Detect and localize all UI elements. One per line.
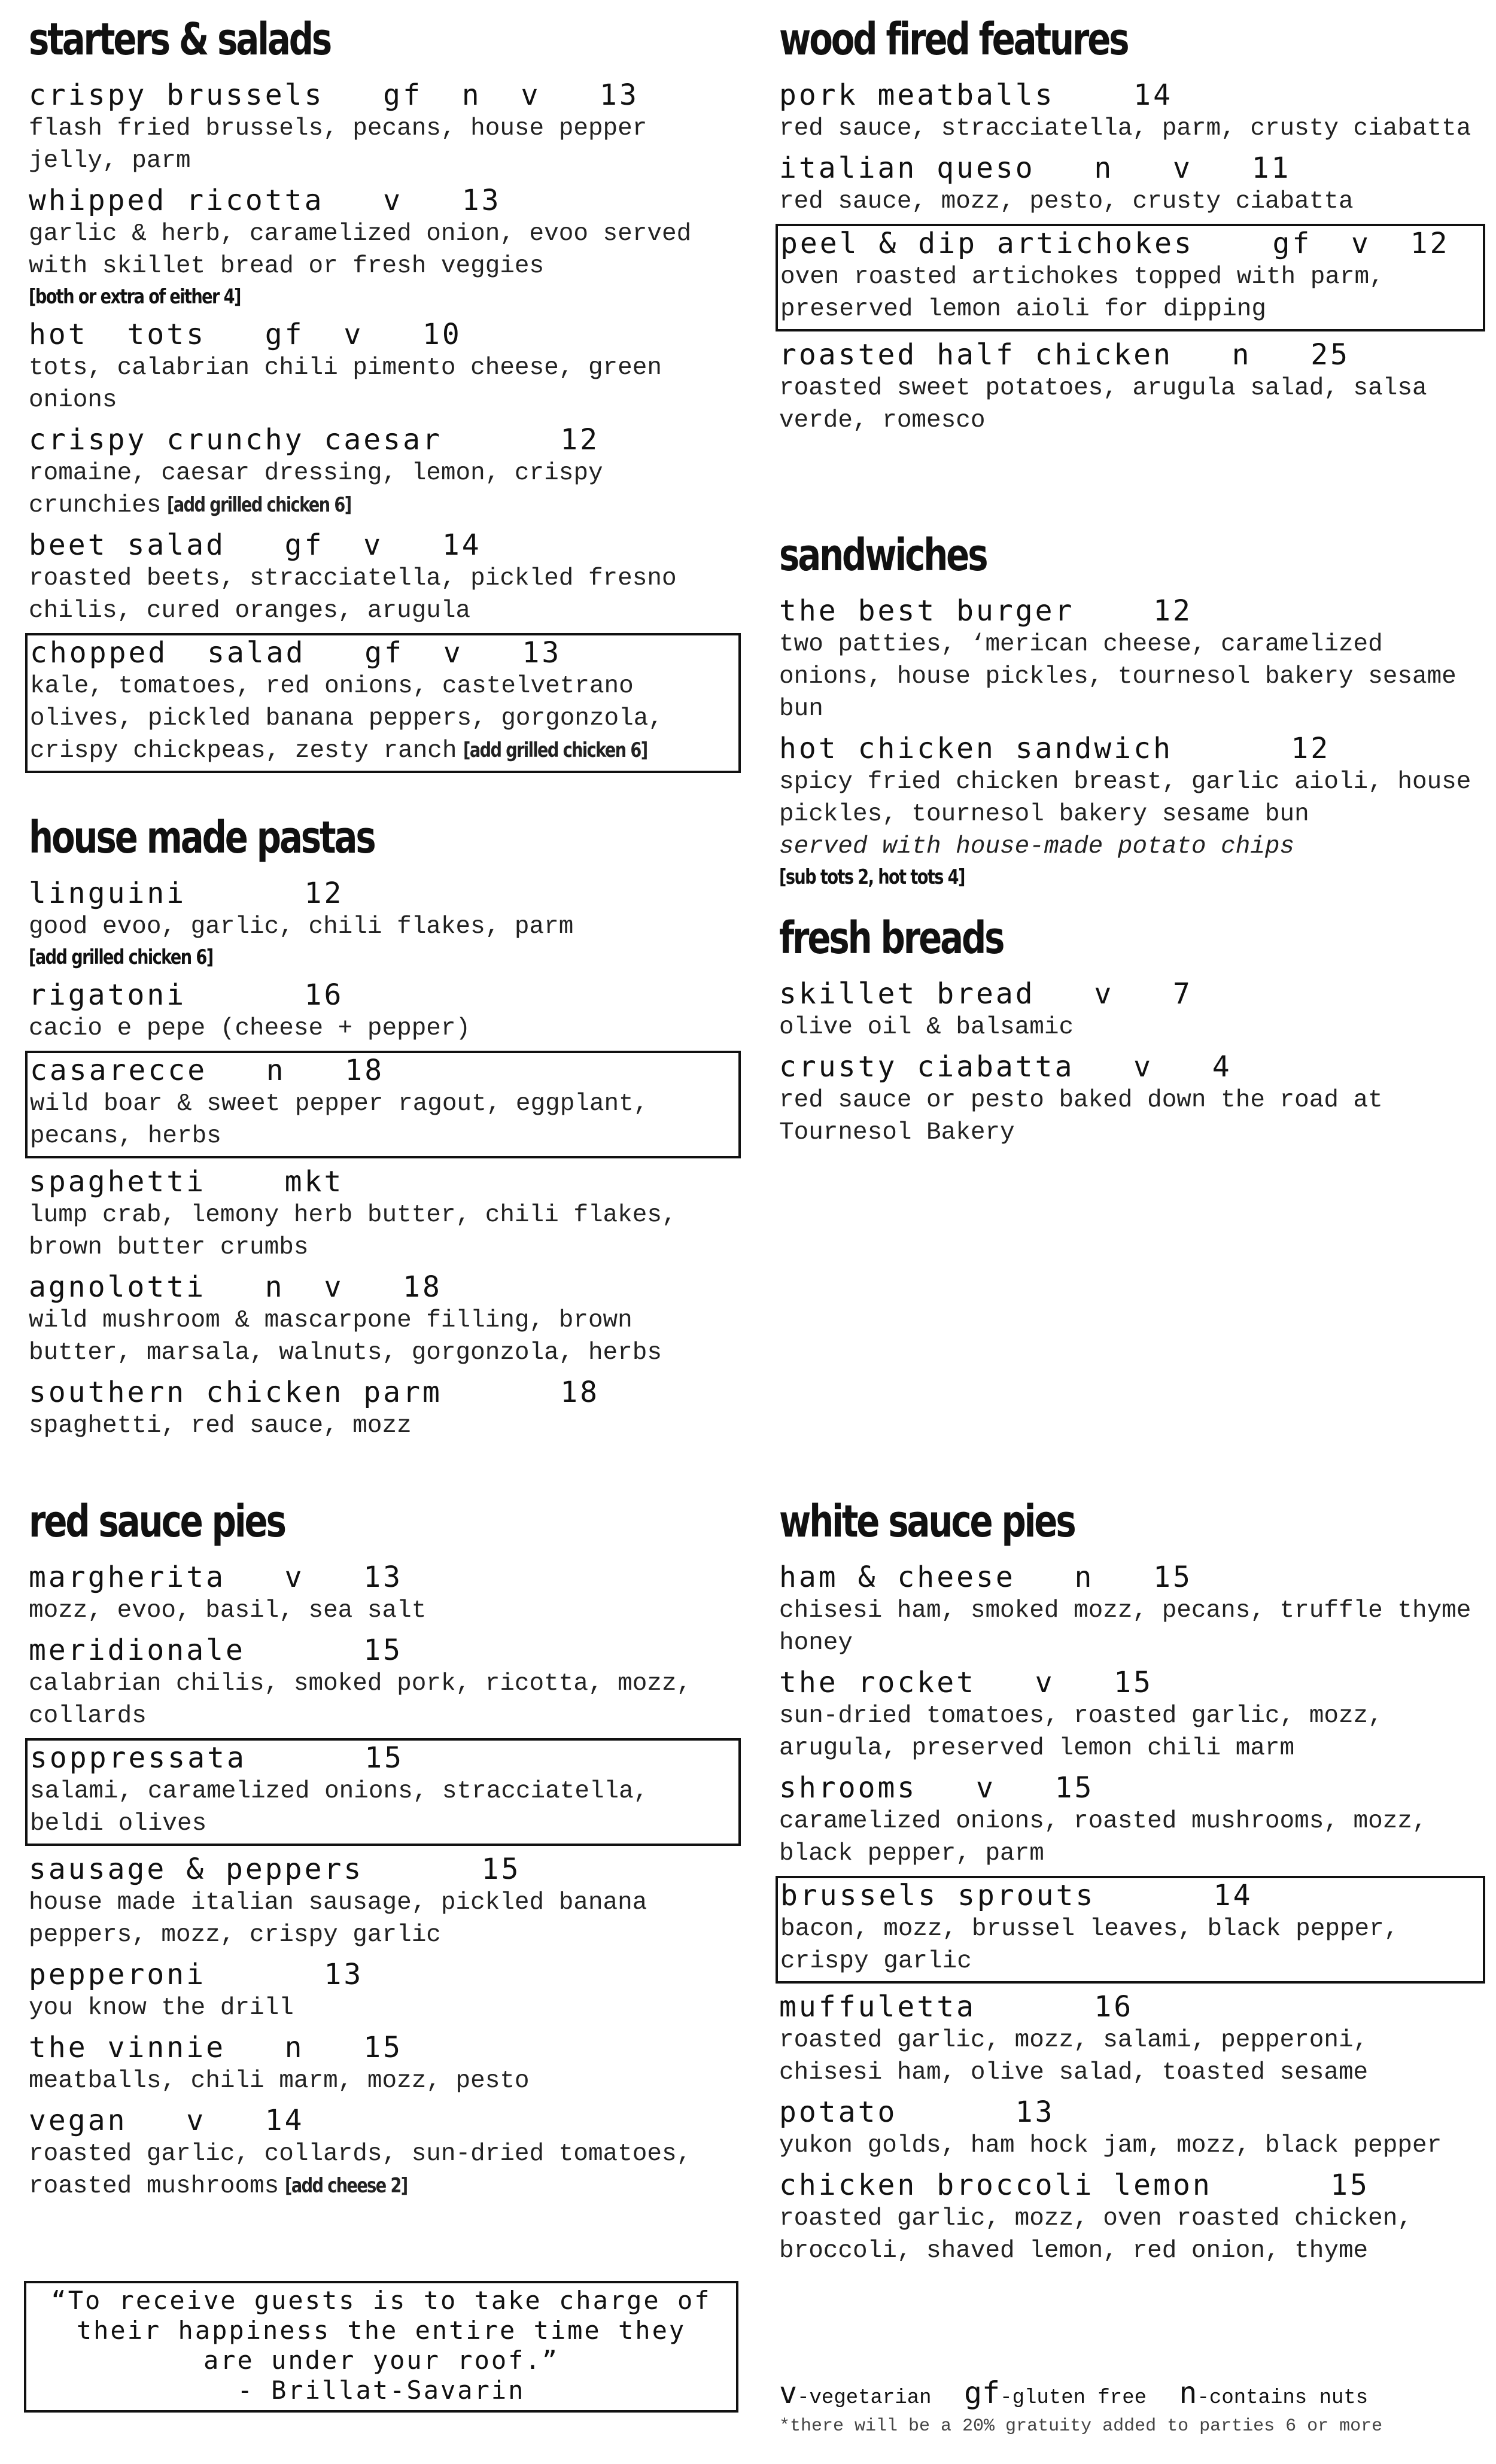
menu-item	[779, 731, 1485, 892]
menu-item	[779, 1665, 1485, 1765]
quote-line: are under your roof.”	[203, 2346, 559, 2375]
menu-item-name-price: the rocket v 15	[779, 1666, 1154, 1699]
section-title: sandwiches	[779, 530, 987, 581]
menu-item-addon-note: [both or extra of either 4]	[29, 285, 241, 309]
menu-item-description	[29, 1595, 741, 1627]
menu-item-description	[29, 1199, 741, 1264]
menu-item-name-price: sausage & peppers 15	[29, 1852, 521, 1886]
menu-item	[29, 978, 741, 1045]
menu-item-description-text: flash fried brussels, pecans, house pepper jelly, parm	[29, 115, 647, 175]
section-white-sauce-pies	[779, 1493, 1485, 2273]
menu-item-description	[29, 218, 741, 282]
quote-line: “To receive guests is to take charge of	[51, 2286, 711, 2315]
menu-item-description-text: olive oil & balsamic	[779, 1014, 1074, 1041]
gratuity-note: *there will be a 20% gratuity added to parties 6 or more	[779, 2416, 1383, 2436]
dietary-legend	[779, 2375, 1485, 2410]
menu-item-name-price: italian queso n v 11	[779, 151, 1291, 185]
menu-item-name-price: hot tots gf v 10	[29, 318, 462, 351]
menu-item-description-text: wild mushroom & mascarpone filling, brown butter, marsala, walnuts, gorgonzola, herbs	[29, 1307, 662, 1367]
menu-item-description-text: oven roasted artichokes topped with parm, preserved lemon aioli for dipping	[780, 263, 1384, 323]
quote-line: their happiness the entire time they	[76, 2316, 686, 2345]
quote-author: - Brillat-Savarin	[237, 2375, 525, 2405]
legend-key-n: n	[1179, 2375, 1197, 2410]
menu-item-description	[29, 1668, 741, 1732]
legend-label-vegetarian: -vegetarian	[797, 2387, 932, 2410]
menu-item	[29, 78, 741, 177]
menu-item-description	[30, 1088, 736, 1152]
menu-item-description	[779, 1084, 1485, 1149]
menu-item-name-price: crusty ciabatta v 4	[779, 1050, 1232, 1084]
menu-item-addon-note: [add grilled chicken 6]	[29, 945, 213, 969]
menu-item-description-text: house made italian sausage, pickled banana peppers, mozz, crispy garlic	[29, 1889, 647, 1949]
menu-item	[29, 317, 741, 416]
menu-item-name-price: soppressata 15	[30, 1741, 405, 1775]
menu-item-description-text: kale, tomatoes, red onions, castelvetrano olives, pickled banana peppers, gorgonzola, crispy chickpeas, zesty ranch	[30, 673, 663, 765]
legend-key-v: v	[779, 2375, 798, 2410]
menu-item-name-price: pepperoni 13	[29, 1958, 364, 1991]
menu-item-description-text: roasted garlic, collards, sun-dried tomatoes, roasted mushrooms	[29, 2140, 692, 2200]
menu-item-name-price: vegan v 14	[29, 2104, 305, 2137]
menu-item	[779, 78, 1485, 145]
menu-item-description	[779, 628, 1485, 725]
legend-label-contains-nuts: -contains nuts	[1197, 2387, 1369, 2410]
menu-item-description-text: roasted garlic, mozz, oven roasted chicken, broccoli, shaved lemon, red onion, thyme	[779, 2205, 1412, 2265]
menu-item-description-text: you know the drill	[29, 1994, 294, 2022]
menu-item-name-price: peel & dip artichokes gf v 12	[780, 227, 1450, 260]
menu-item-addon-note: [add cheese 2]	[285, 2174, 408, 2198]
menu-item-description	[779, 2130, 1485, 2162]
menu-item	[779, 2168, 1485, 2267]
menu-item	[29, 1957, 741, 2024]
menu-item-description-text: roasted beets, stracciatella, pickled fresno chilis, cured oranges, arugula	[29, 565, 677, 625]
menu-item-description	[29, 112, 741, 177]
menu-item-side-note: served with house-made potato chips	[779, 833, 1295, 860]
menu-item-name-price: whipped ricotta v 13	[29, 184, 501, 217]
menu-item-description-text: tots, calabrian chili pimento cheese, green onions	[29, 354, 662, 414]
menu-item-name-price: muffuletta 16	[779, 1990, 1134, 2024]
section-wood-fired-features	[779, 11, 1485, 443]
menu-item-name-price: southern chicken parm 18	[29, 1376, 600, 1409]
menu-item	[25, 1051, 741, 1158]
menu-item-description	[29, 1012, 741, 1045]
menu-item-name-price: margherita v 13	[29, 1560, 403, 1594]
menu-item-description	[29, 1410, 741, 1442]
menu-item	[29, 183, 741, 311]
menu-item	[29, 2103, 741, 2203]
menu-item	[29, 1633, 741, 1732]
menu-item-description	[29, 2138, 741, 2203]
menu-item-name-price: linguini 12	[29, 877, 344, 910]
section-starters-salads	[29, 11, 741, 779]
quote-box	[24, 2281, 738, 2413]
legend-key-gf: gf	[963, 2375, 1001, 2410]
menu-item-description-text: calabrian chilis, smoked pork, ricotta, mozz, collards	[29, 1670, 692, 1730]
menu-item-name-price: spaghetti mkt	[29, 1165, 344, 1198]
menu-item-description-text: lump crab, lemony herb butter, chili flakes, brown butter crumbs	[29, 1201, 677, 1261]
menu-item-description-text: wild boar & sweet pepper ragout, eggplant, pecans, herbs	[30, 1090, 649, 1150]
menu-item	[779, 1050, 1485, 1149]
menu-item-description	[29, 1304, 741, 1369]
menu-item	[29, 1560, 741, 1627]
menu-item-name-price: meridionale 15	[29, 1633, 403, 1667]
menu-item	[29, 876, 741, 972]
menu-item-description	[29, 1992, 741, 2024]
menu-item-description	[779, 2203, 1485, 2267]
menu-item-name-price: the best burger 12	[779, 594, 1193, 628]
menu-item-description	[30, 1775, 736, 1840]
menu-item-description-text: roasted garlic, mozz, salami, pepperoni, chisesi ham, olive salad, toasted sesame	[779, 2027, 1369, 2086]
menu-item	[29, 422, 741, 522]
menu-item-addon-note: [add grilled chicken 6]	[167, 493, 352, 517]
menu-item	[779, 151, 1485, 218]
menu-item	[25, 633, 741, 773]
menu-item-description	[29, 562, 741, 627]
menu-item-description	[29, 2065, 741, 2097]
menu-item-description	[779, 1805, 1485, 1870]
menu-item-name-price: casarecce n 18	[30, 1054, 385, 1087]
menu-item	[779, 1560, 1485, 1659]
menu-item-name-price: chopped salad gf v 13	[30, 636, 562, 670]
menu-item-description-text: yukon golds, ham hock jam, mozz, black pepper	[779, 2132, 1442, 2159]
menu-item	[29, 2030, 741, 2097]
menu-item	[779, 337, 1485, 437]
menu-item	[779, 1771, 1485, 1870]
menu-item-description-text: meatballs, chili marm, mozz, pesto	[29, 2067, 530, 2095]
menu-item	[779, 2095, 1485, 2162]
menu-item-description-text: cacio e pepe (cheese + pepper)	[29, 1015, 471, 1042]
menu-item-description-text: spaghetti, red sauce, mozz	[29, 1412, 412, 1440]
menu-item-name-price: hot chicken sandwich 12	[779, 732, 1331, 765]
menu-item-description	[779, 1595, 1485, 1659]
menu-item-description	[779, 2024, 1485, 2089]
menu-item	[776, 1876, 1485, 1984]
menu-item-description	[779, 112, 1485, 145]
menu-item-name-price: roasted half chicken n 25	[779, 338, 1351, 372]
menu-item-name-price: rigatoni 16	[29, 978, 344, 1012]
section-title: red sauce pies	[29, 1496, 285, 1547]
menu-item-description-text: romaine, caesar dressing, lemon, crispy crunchies	[29, 460, 603, 519]
section-fresh-breads	[779, 909, 1485, 1155]
menu-item-name-price: beet salad gf v 14	[29, 528, 482, 562]
menu-item-name-price: pork meatballs 14	[779, 78, 1173, 112]
section-title: starters & salads	[29, 14, 331, 65]
legend-label-gluten-free: -gluten free	[1000, 2387, 1147, 2410]
menu-item-description-text: roasted sweet potatoes, arugula salad, salsa verde, romesco	[779, 375, 1427, 434]
menu-item-description	[29, 1887, 741, 1951]
menu-item-description	[29, 352, 741, 416]
menu-item-name-price: skillet bread v 7	[779, 977, 1193, 1011]
menu-item-name-price: ham & cheese n 15	[779, 1560, 1193, 1594]
menu-item-name-price: shrooms v 15	[779, 1771, 1094, 1805]
menu-item-description	[779, 1011, 1485, 1044]
menu-item-name-price: brussels sprouts 14	[780, 1879, 1253, 1912]
menu-item-description	[29, 911, 741, 943]
menu-item-description	[779, 185, 1485, 218]
menu-item-description	[29, 457, 741, 522]
menu-item	[779, 594, 1485, 725]
menu-item-description-text: spicy fried chicken breast, garlic aioli, house pickles, tournesol bakery sesame bun	[779, 768, 1471, 828]
menu-item	[779, 1990, 1485, 2089]
menu-item-name-price: the vinnie n 15	[29, 2031, 403, 2064]
menu-item-description	[779, 766, 1485, 831]
menu-item-addon-note: [sub tots 2, hot tots 4]	[779, 865, 965, 889]
menu-item-description-text: red sauce, mozz, pesto, crusty ciabatta	[779, 188, 1354, 215]
menu-item-description	[30, 670, 736, 767]
menu-item-description	[780, 261, 1480, 326]
menu-item-name-price: agnolotti n v 18	[29, 1270, 442, 1304]
menu-item-description-text: good evoo, garlic, chili flakes, parm	[29, 913, 574, 941]
section-title: house made pastas	[29, 812, 375, 863]
section-sandwiches	[779, 527, 1485, 898]
menu-item-description-text: bacon, mozz, brussel leaves, black pepper, crispy garlic	[780, 1915, 1399, 1975]
section-red-sauce-pies	[29, 1493, 741, 2209]
section-title: wood fired features	[779, 14, 1128, 65]
menu-item	[29, 1270, 741, 1369]
menu-item-addon-note: [add grilled chicken 6]	[463, 738, 647, 762]
menu-item-description-text: salami, caramelized onions, stracciatella, beldi olives	[30, 1778, 649, 1838]
menu-item-description-text: garlic & herb, caramelized onion, evoo served with skillet bread or fresh veggies	[29, 220, 692, 280]
menu-item	[776, 224, 1485, 331]
menu-item	[29, 1852, 741, 1951]
menu-item	[29, 1164, 741, 1264]
section-title: fresh breads	[779, 912, 1004, 964]
menu-item-description-text: mozz, evoo, basil, sea salt	[29, 1597, 427, 1625]
menu-item	[29, 1375, 741, 1442]
menu-item-description	[779, 372, 1485, 437]
section-house-made-pastas	[29, 809, 741, 1448]
menu-item-description	[780, 1913, 1480, 1978]
menu-item	[25, 1738, 741, 1846]
menu-item-description-text: red sauce or pesto baked down the road at Tournesol Bakery	[779, 1087, 1383, 1146]
menu-item-name-price: potato 13	[779, 2095, 1055, 2129]
menu-item-name-price: chicken broccoli lemon 15	[779, 2168, 1370, 2202]
section-title: white sauce pies	[779, 1496, 1075, 1547]
menu-item-description-text: chisesi ham, smoked mozz, pecans, truffle thyme honey	[779, 1597, 1471, 1657]
menu-item-description-text: caramelized onions, roasted mushrooms, mozz, black pepper, parm	[779, 1808, 1427, 1867]
menu-item-description-text: sun-dried tomatoes, roasted garlic, mozz, arugula, preserved lemon chili marm	[779, 1702, 1383, 1762]
menu-item-description	[779, 1700, 1485, 1765]
menu-item-name-price: crispy crunchy caesar 12	[29, 423, 600, 457]
menu-item	[29, 528, 741, 627]
menu-item-name-price: crispy brussels gf n v 13	[29, 78, 639, 112]
menu-item-description-text: red sauce, stracciatella, parm, crusty ciabatta	[779, 115, 1471, 142]
menu-item	[779, 977, 1485, 1044]
menu-item-description-text: two patties, ‘merican cheese, caramelized onions, house pickles, tournesol bakery sesame bun	[779, 631, 1457, 723]
